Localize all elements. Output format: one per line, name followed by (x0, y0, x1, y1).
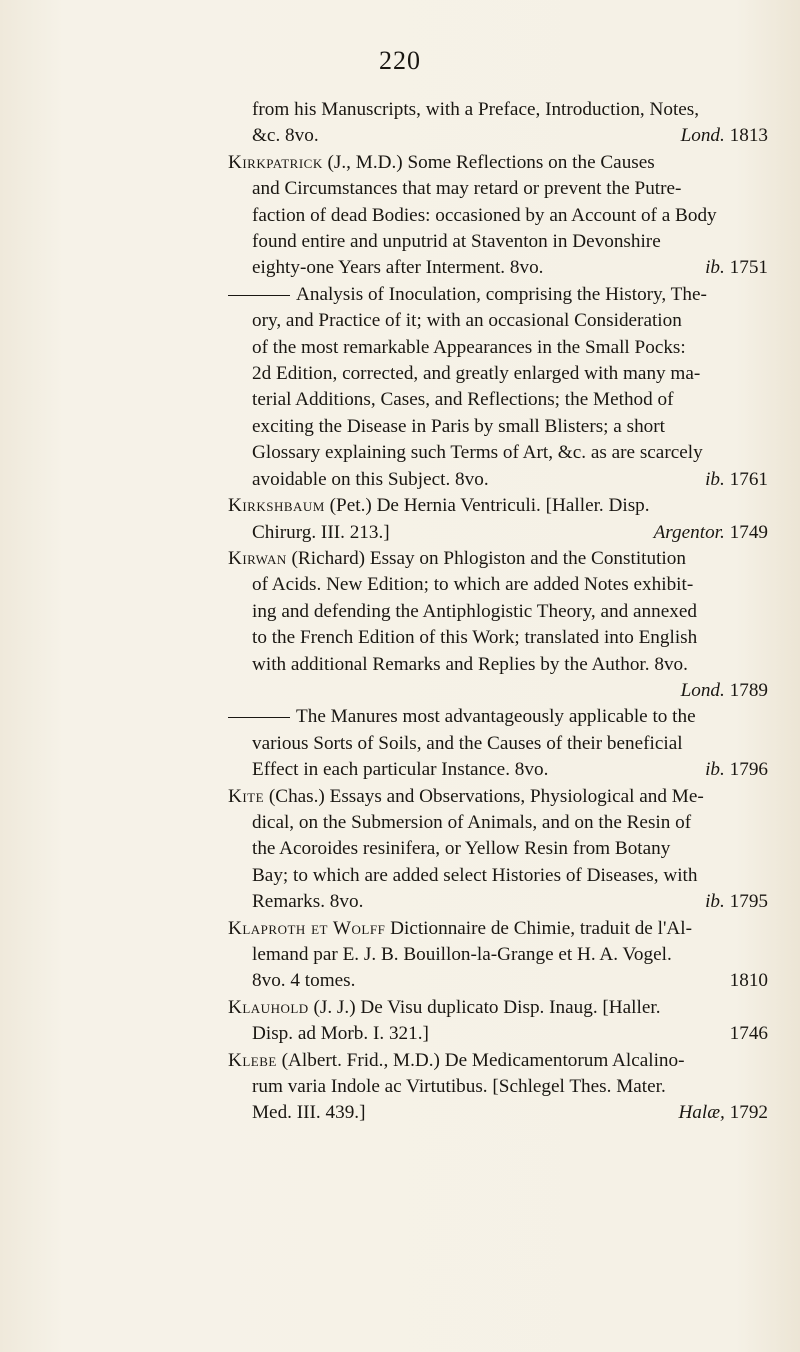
publication-info: Lond. 1789 (680, 679, 768, 701)
entry-title-text: (J., M.D.) Some Reflections on the Causes (322, 151, 655, 173)
line-text: 8vo. 4 tomes. (252, 970, 356, 992)
text-line (228, 572, 768, 598)
line-text: Chirurg. III. 213.] (252, 521, 390, 543)
line-text: of the most remarkable Appearances in the Small Pocks: (252, 336, 686, 358)
entry-title-text: (Pet.) De Hernia Ventriculi. [Haller. Disp. (324, 495, 650, 517)
text-line (228, 123, 768, 149)
line-text: dical, on the Submersion of Animals, and on the Resin of (252, 811, 692, 833)
line-text: 2d Edition, corrected, and greatly enlarged with many ma- (252, 363, 701, 385)
line-text: avoidable on this Subject. 8vo. (252, 468, 489, 490)
line-text: various Sorts of Soils, and the Causes of their beneficial (252, 732, 683, 754)
line-text: from his Manuscripts, with a Preface, Introduction, Notes, (252, 99, 700, 120)
publication-info: ib. 1751 (705, 257, 768, 279)
author-name: Kite (228, 785, 265, 807)
author-name: Klauhold (228, 996, 309, 1018)
text-line (228, 282, 768, 308)
text-line (228, 916, 768, 942)
author-name: Kirkpatrick (228, 151, 323, 173)
text-line (228, 97, 768, 123)
text-line (228, 176, 768, 202)
text-line (228, 387, 768, 413)
text-line (228, 757, 768, 783)
text-line (228, 1048, 768, 1074)
text-line (228, 414, 768, 440)
text-line (228, 520, 768, 546)
text-line (228, 308, 768, 334)
publication-info: 1746 (729, 1023, 768, 1045)
line-text: to the French Edition of this Work; translated into English (252, 627, 698, 649)
line-text: with additional Remarks and Replies by the Author. 8vo. (252, 653, 688, 675)
text-line (228, 836, 768, 862)
line-text: Effect in each particular Instance. 8vo. (252, 759, 549, 781)
entry-title-text: (Albert. Frid., M.D.) De Medicamentorum Alcalino- (276, 1049, 685, 1071)
text-line (228, 942, 768, 968)
text-line (228, 203, 768, 229)
text-line (228, 863, 768, 889)
line-text: and Circumstances that may retard or prevent the Putre- (252, 178, 682, 200)
ditto-dash (228, 295, 290, 296)
publication-info: ib. 1795 (705, 891, 768, 913)
publication-info: ib. 1796 (705, 759, 768, 781)
line-text: Remarks. 8vo. (252, 891, 364, 913)
text-line (228, 361, 768, 387)
line-text: of Acids. New Edition; to which are added Notes exhibit- (252, 574, 694, 596)
bibliography-entries (228, 97, 768, 1127)
line-text: found entire and unputrid at Staventon in Devonshire (252, 231, 661, 253)
text-line (228, 731, 768, 757)
line-text: Glossary explaining such Terms of Art, &c. as are scarcely (252, 442, 703, 464)
line-text: the Acoroides resinifera, or Yellow Resin from Botany (252, 838, 671, 860)
text-line (228, 467, 768, 493)
text-line (228, 784, 768, 810)
text-line (228, 889, 768, 915)
text-line (228, 599, 768, 625)
line-text: exciting the Disease in Paris by small Blisters; a short (252, 415, 665, 437)
entry-title-text: Dictionnaire de Chimie, traduit de l'Al- (385, 917, 692, 939)
text-line (228, 678, 768, 704)
author-name: Klaproth et Wolff (228, 917, 386, 939)
entry-title-text: (Richard) Essay on Phlogiston and the Constitution (286, 547, 686, 569)
publication-info: Lond. 1813 (680, 125, 768, 147)
text-line (228, 810, 768, 836)
text-line (228, 229, 768, 255)
publication-info: Argentor. 1749 (653, 521, 768, 543)
page-number: 220 (379, 46, 421, 75)
line-text: lemand par E. J. B. Bouillon-la-Grange et H. A. Vogel. (252, 944, 672, 965)
line-text: The Manures most advantageously applicable to the (296, 706, 696, 728)
line-text: eighty-one Years after Interment. 8vo. (252, 257, 544, 279)
text-line (228, 493, 768, 519)
line-text: ing and defending the Antiphlogistic Theory, and annexed (252, 600, 697, 622)
line-text: Bay; to which are added select Histories of Diseases, with (252, 864, 698, 886)
text-line (228, 1100, 768, 1126)
text-line (228, 150, 768, 176)
ditto-dash (228, 717, 290, 718)
line-text: Med. III. 439.] (252, 1102, 366, 1124)
publication-info: Halæ, 1792 (678, 1102, 768, 1124)
author-name: Kirkshbaum (228, 495, 325, 517)
text-line (228, 625, 768, 651)
text-line (228, 1021, 768, 1047)
entry-title-text: (Chas.) Essays and Observations, Physiological and Me- (264, 785, 704, 807)
line-text: Analysis of Inoculation, comprising the History, The- (296, 283, 707, 305)
entry-title-text: (J. J.) De Visu duplicato Disp. Inaug. [Haller. (308, 996, 661, 1018)
entry-text-block (228, 97, 768, 1127)
text-line (228, 335, 768, 361)
line-text: ory, and Practice of it; with an occasional Consideration (252, 310, 682, 332)
text-line (228, 704, 768, 730)
line-text: rum varia Indole ac Virtutibus. [Schlegel Thes. Mater. (252, 1076, 666, 1098)
line-text: terial Additions, Cases, and Reflections; the Method of (252, 389, 674, 411)
line-text: faction of dead Bodies: occasioned by an Account of a Body (252, 204, 717, 226)
text-line (228, 255, 768, 281)
text-line (228, 652, 768, 678)
text-line (228, 968, 768, 994)
line-text: Disp. ad Morb. I. 321.] (252, 1023, 429, 1045)
text-line (228, 440, 768, 466)
text-line (228, 1074, 768, 1100)
publication-info: 1810 (729, 970, 768, 992)
author-name: Kirwan (228, 547, 287, 569)
text-line (228, 546, 768, 572)
publication-info: ib. 1761 (705, 468, 768, 490)
text-line (228, 995, 768, 1021)
author-name: Klebe (228, 1049, 277, 1071)
line-text: &c. 8vo. (252, 125, 319, 147)
